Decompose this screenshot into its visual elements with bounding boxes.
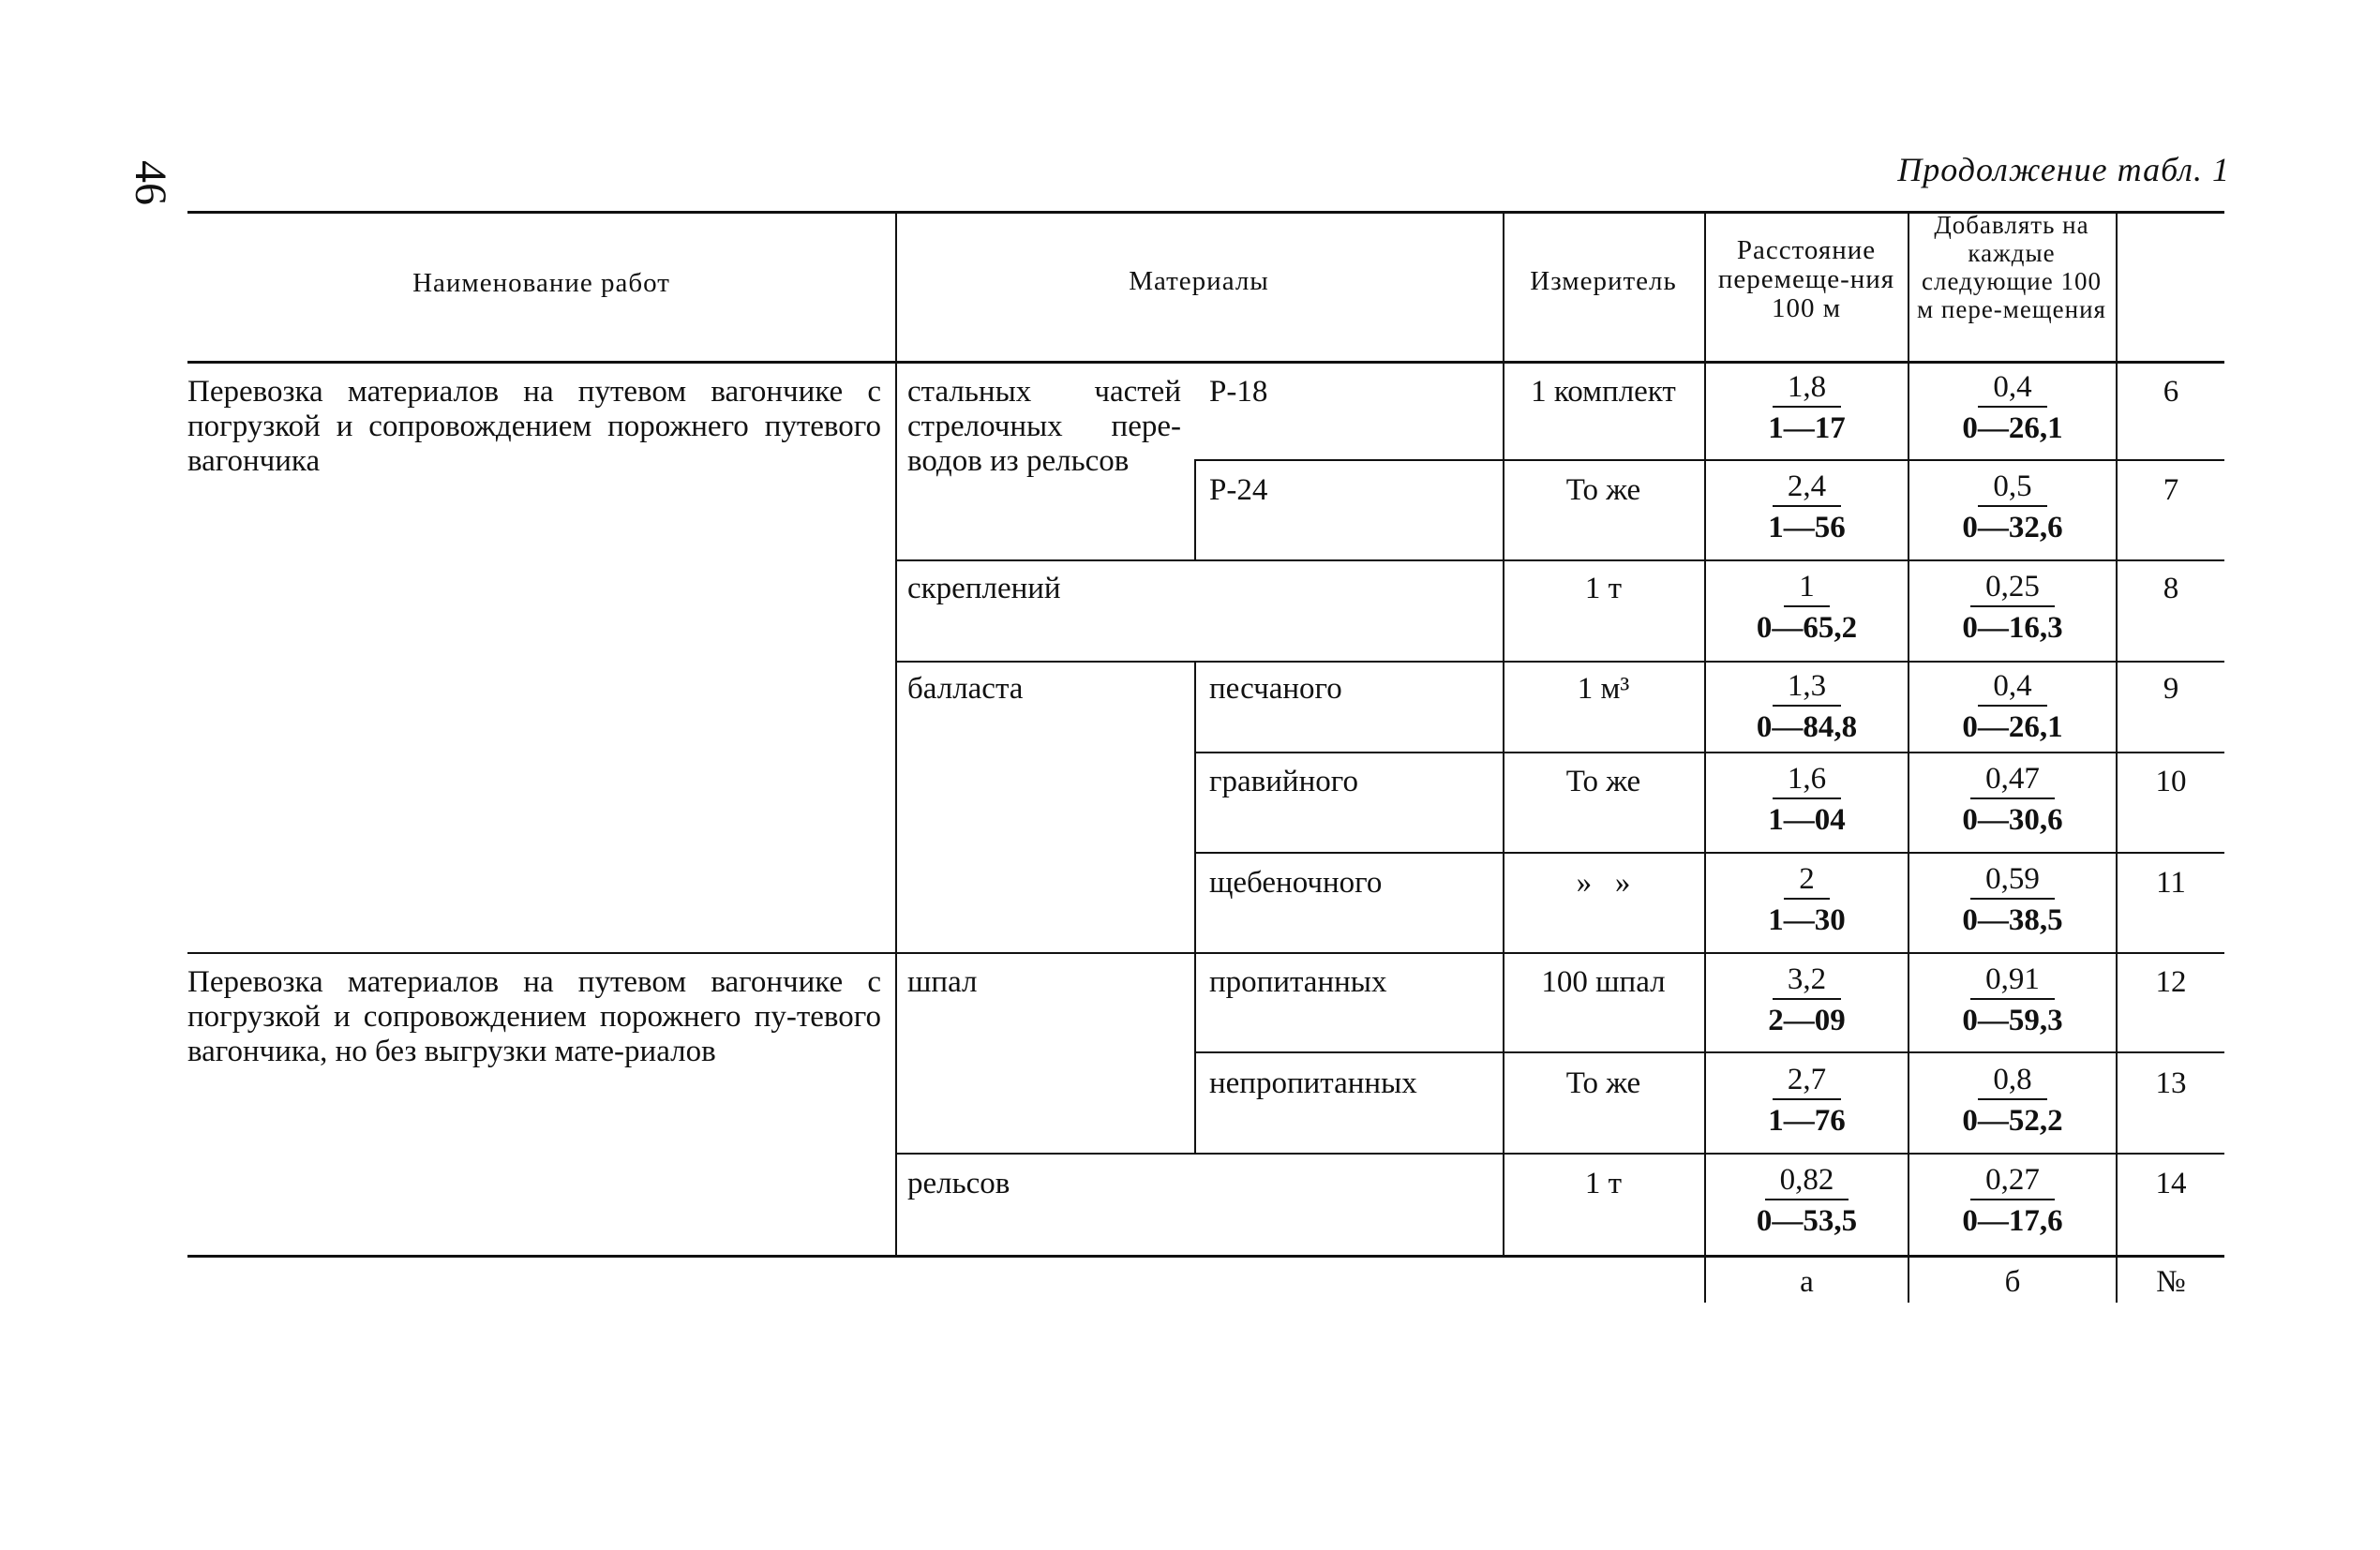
add-each-rate: 0,25 — [1970, 568, 2055, 607]
add-each-cost: 0—38,5 — [1962, 903, 2063, 937]
add-each-value — [1909, 760, 2116, 841]
unit-cell: То же — [1565, 473, 1641, 507]
add-each-cost: 0—30,6 — [1962, 803, 2063, 837]
work-name-group-2: Перевозка материалов на путевом вагончике с погрузкой и сопровождением порожнего пу-тевого вагончика, но без выгрузки мате-риалов — [187, 965, 881, 1068]
row-rule-7 — [895, 559, 2224, 561]
footer-col-b: б — [2004, 1265, 2021, 1299]
distance-rate: 1,8 — [1773, 368, 1841, 408]
footer-col-a: а — [1800, 1265, 1814, 1299]
distance-rate: 1,6 — [1773, 760, 1841, 799]
add-each-value — [1909, 667, 2116, 748]
row-rule-10 — [1194, 852, 2224, 854]
add-each-rate: 0,5 — [1978, 468, 2046, 507]
row-rule-9 — [1194, 752, 2224, 753]
material-fastenings: скреплений — [907, 572, 1061, 605]
distance-value — [1706, 568, 1908, 648]
row-rule-13 — [895, 1153, 2224, 1155]
col-rule-sub-a — [1194, 459, 1196, 559]
distance-value — [1706, 468, 1908, 548]
unit-cell: То же — [1565, 1066, 1641, 1100]
sub-material: песчаного — [1209, 672, 1342, 706]
add-each-rate: 0,4 — [1978, 368, 2046, 408]
header-work-name: Наименование работ — [412, 268, 670, 298]
footer-col-no: № — [2156, 1265, 2186, 1299]
row-number: 8 — [2163, 572, 2179, 605]
add-each-value — [1909, 568, 2116, 648]
distance-value — [1706, 1161, 1908, 1242]
add-each-value — [1909, 860, 2116, 941]
distance-value — [1706, 1061, 1908, 1141]
col-rule-sub-b — [1194, 661, 1196, 1153]
unit-cell: 1 т — [1584, 1167, 1623, 1200]
sub-material: щебеночного — [1209, 866, 1383, 900]
add-each-cost: 0—59,3 — [1962, 1004, 2063, 1037]
add-each-cost: 0—52,2 — [1962, 1104, 2063, 1138]
row-rule-6 — [1194, 459, 2224, 461]
distance-value — [1706, 860, 1908, 941]
distance-cost: 2—09 — [1768, 1004, 1846, 1037]
add-each-value — [1909, 961, 2116, 1041]
add-each-cost: 0—17,6 — [1962, 1204, 2063, 1238]
add-each-cost: 0—26,1 — [1962, 411, 2063, 445]
sub-material: гравийного — [1209, 765, 1358, 798]
material-sleepers: шпал — [907, 965, 978, 999]
distance-rate: 2 — [1784, 860, 1830, 900]
unit-cell: То же — [1565, 765, 1641, 798]
distance-rate: 3,2 — [1773, 961, 1841, 1000]
table-bottom-rule — [187, 1255, 2224, 1258]
work-name-group-1: Перевозка материалов на путевом вагончике с погрузкой и сопровождением порожнего путевого вагончика — [187, 375, 881, 478]
unit-cell: 100 шпал — [1541, 965, 1666, 999]
distance-cost: 1—56 — [1768, 511, 1846, 544]
add-each-value — [1909, 468, 2116, 548]
add-each-rate: 0,4 — [1978, 667, 2046, 707]
page-number: 46 — [126, 160, 175, 205]
distance-rate: 0,82 — [1765, 1161, 1849, 1200]
header-unit: Измеритель — [1530, 266, 1677, 296]
header-add-each: Добавлять на каждые следующие 100 м пере-мещения — [1917, 211, 2106, 323]
unit-cell: » » — [1576, 866, 1631, 900]
material-steel-parts: стальных частей стрелочных пере-водов из рельсов — [907, 375, 1181, 478]
add-each-value — [1909, 1161, 2116, 1242]
group-rule — [187, 952, 2224, 954]
row-number: 10 — [2155, 765, 2187, 798]
distance-cost: 0—84,8 — [1756, 710, 1858, 744]
add-each-cost: 0—32,6 — [1962, 511, 2063, 544]
unit-cell: 1 т — [1584, 572, 1623, 605]
row-rule-12 — [1194, 1051, 2224, 1053]
header-materials: Материалы — [1129, 266, 1269, 296]
header-bottom-rule — [187, 361, 2224, 364]
row-number: 9 — [2163, 672, 2179, 706]
col-rule-1 — [895, 211, 897, 1255]
row-number: 13 — [2155, 1066, 2187, 1100]
distance-value — [1706, 961, 1908, 1041]
add-each-rate: 0,59 — [1970, 860, 2055, 900]
distance-cost: 0—53,5 — [1756, 1204, 1858, 1238]
add-each-rate: 0,27 — [1970, 1161, 2055, 1200]
row-number: 12 — [2155, 965, 2187, 999]
distance-cost: 1—17 — [1768, 411, 1846, 445]
sub-material: непропитанных — [1209, 1066, 1417, 1100]
row-rule-8 — [895, 661, 2224, 663]
add-each-value — [1909, 1061, 2116, 1141]
sub-material: Р-24 — [1209, 473, 1268, 507]
sub-material: пропитанных — [1209, 965, 1387, 999]
material-rails: рельсов — [907, 1167, 1010, 1200]
distance-rate: 2,7 — [1773, 1061, 1841, 1100]
distance-value — [1706, 760, 1908, 841]
add-each-cost: 0—16,3 — [1962, 611, 2063, 645]
material-ballast: балласта — [907, 672, 1024, 706]
header-distance: Расстояние перемеще-ния 100 м — [1717, 235, 1895, 323]
add-each-rate: 0,91 — [1970, 961, 2055, 1000]
distance-cost: 1—76 — [1768, 1104, 1846, 1138]
distance-value — [1706, 667, 1908, 748]
distance-cost: 1—04 — [1768, 803, 1846, 837]
row-number: 6 — [2163, 375, 2179, 409]
add-each-rate: 0,8 — [1978, 1061, 2046, 1100]
row-number: 7 — [2163, 473, 2179, 507]
add-each-rate: 0,47 — [1970, 760, 2055, 799]
unit-cell: 1 комплект — [1531, 375, 1676, 409]
row-number: 14 — [2155, 1167, 2187, 1200]
unit-cell: 1 м³ — [1577, 672, 1630, 706]
distance-cost: 0—65,2 — [1756, 611, 1858, 645]
continuation-label: Продолжение табл. 1 — [1897, 151, 2230, 188]
distance-rate: 2,4 — [1773, 468, 1841, 507]
distance-rate: 1 — [1784, 568, 1830, 607]
add-each-value — [1909, 368, 2116, 449]
row-number: 11 — [2156, 866, 2186, 900]
sub-material: Р-18 — [1209, 375, 1268, 409]
distance-cost: 1—30 — [1768, 903, 1846, 937]
distance-rate: 1,3 — [1773, 667, 1841, 707]
distance-value — [1706, 368, 1908, 449]
add-each-cost: 0—26,1 — [1962, 710, 2063, 744]
